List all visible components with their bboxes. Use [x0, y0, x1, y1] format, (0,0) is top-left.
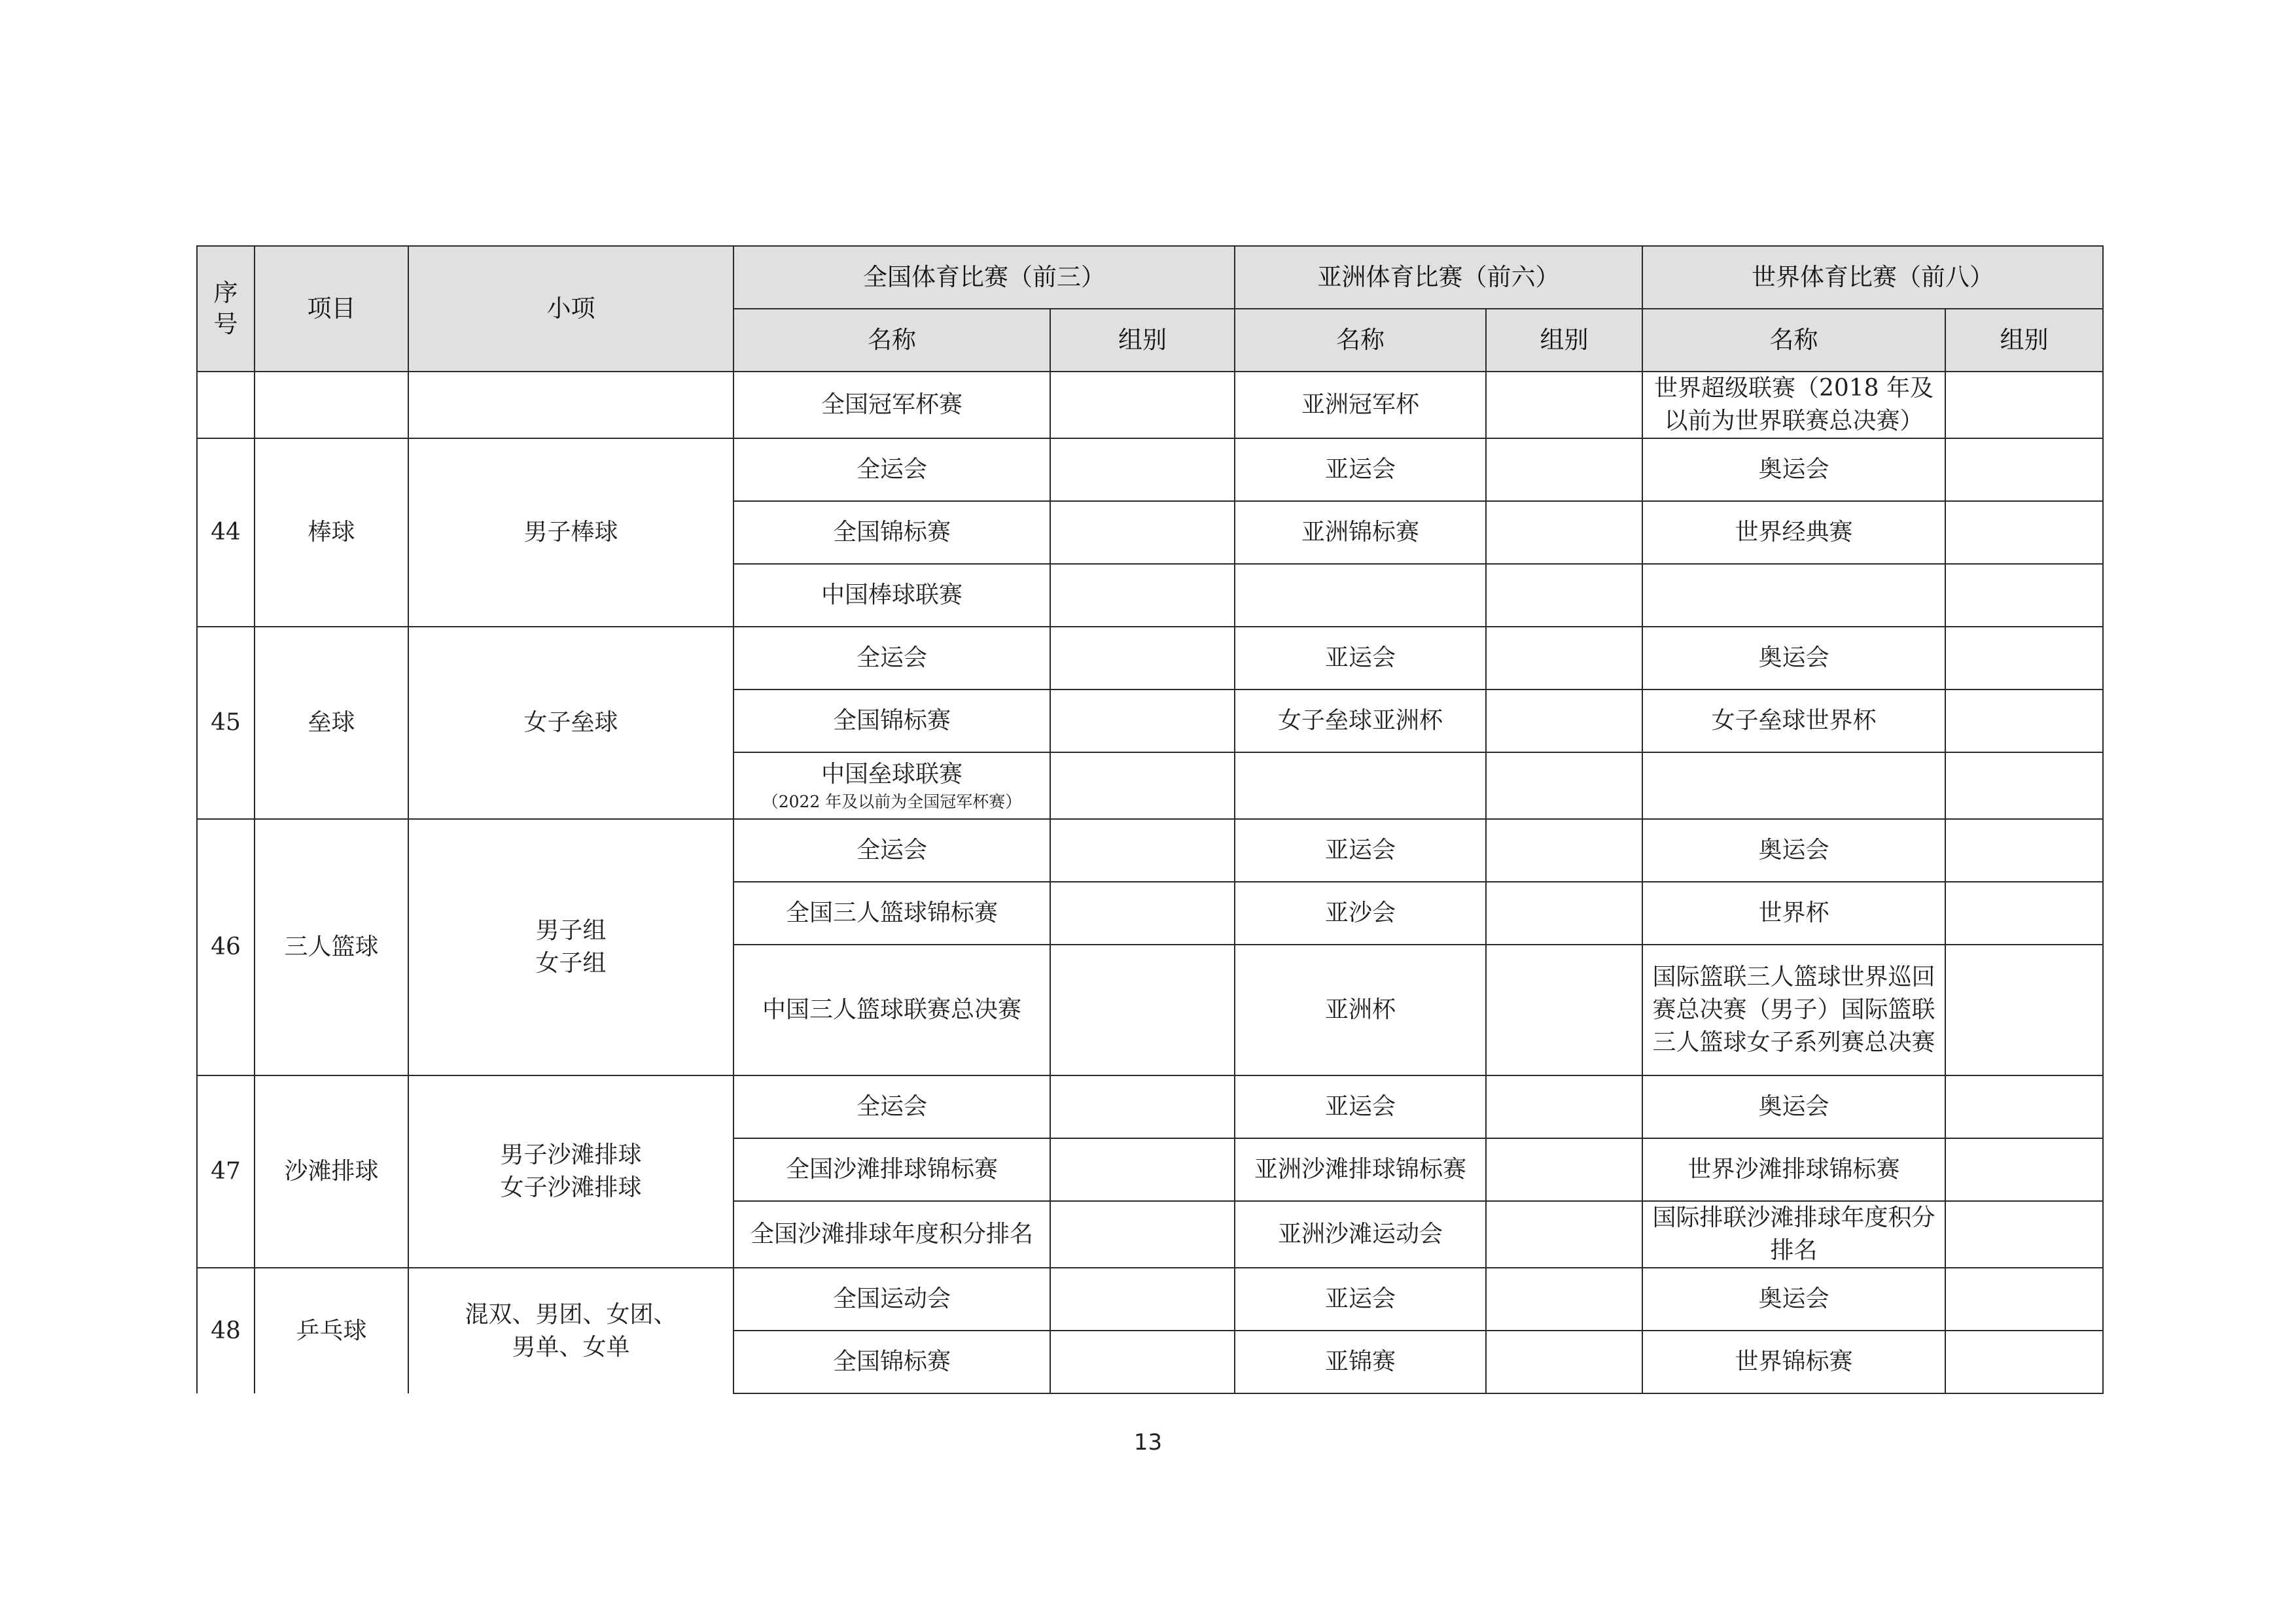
world-group-cell [1945, 689, 2103, 752]
world-group-cell [1945, 752, 2103, 819]
national-name-cell: 全运会 [733, 627, 1050, 689]
header-asia-group: 组别 [1486, 309, 1642, 372]
asia-name-cell: 亚洲冠军杯 [1235, 372, 1486, 438]
seq-cell: 44 [197, 438, 255, 627]
asia-group-cell [1486, 438, 1642, 501]
world-name-cell: 奥运会 [1642, 1268, 1945, 1331]
page-number: 13 [1133, 1429, 1163, 1456]
sub-item-line: 男子组 [535, 917, 607, 944]
asia-group-cell [1486, 752, 1642, 819]
item-cell: 三人篮球 [255, 819, 408, 1075]
world-group-cell [1945, 627, 2103, 689]
national-group-cell [1050, 1075, 1235, 1138]
header-world: 世界体育比赛（前八） [1642, 246, 2103, 309]
national-name-cell [733, 752, 1050, 819]
world-name-cell: 女子垒球世界杯 [1642, 689, 1945, 752]
national-group-cell [1050, 1201, 1235, 1268]
asia-name-cell [1235, 564, 1486, 627]
world-name-cell: 世界经典赛 [1642, 501, 1945, 564]
sub-item-line: 男子棒球 [523, 519, 618, 546]
header-national-name: 名称 [733, 309, 1050, 372]
header-asia-name: 名称 [1235, 309, 1486, 372]
sub-item-line: 男子沙滩排球 [500, 1142, 642, 1168]
world-group-cell [1945, 819, 2103, 882]
world-group-cell [1945, 1268, 2103, 1331]
asia-group-cell [1486, 1138, 1642, 1201]
sub-item-line: 女子沙滩排球 [500, 1174, 642, 1201]
asia-group-cell [1486, 1075, 1642, 1138]
national-name-cell: 中国棒球联赛 [733, 564, 1050, 627]
asia-name-cell: 亚洲锦标赛 [1235, 501, 1486, 564]
asia-group-cell [1486, 1268, 1642, 1331]
world-group-cell [1945, 1138, 2103, 1201]
header-item: 项目 [255, 246, 408, 372]
sub-item-cell [408, 1075, 733, 1268]
asia-name-cell: 亚洲杯 [1235, 945, 1486, 1075]
asia-name-cell [1235, 752, 1486, 819]
seq-cell: 45 [197, 627, 255, 819]
item-cell: 乒乓球 [255, 1268, 408, 1393]
world-name-cell: 国际排联沙滩排球年度积分排名 [1642, 1201, 1945, 1268]
sub-item-line: 女子垒球 [523, 709, 618, 736]
national-name-cell: 中国三人篮球联赛总决赛 [733, 945, 1050, 1075]
competition-table [196, 245, 2104, 1394]
asia-group-cell [1486, 501, 1642, 564]
item-cell: 棒球 [255, 438, 408, 627]
national-group-cell [1050, 627, 1235, 689]
world-group-cell [1945, 945, 2103, 1075]
asia-group-cell [1486, 372, 1642, 438]
world-group-cell [1945, 882, 2103, 945]
national-group-cell [1050, 564, 1235, 627]
asia-name-cell: 亚运会 [1235, 627, 1486, 689]
national-name-cell: 全国运动会 [733, 1268, 1050, 1331]
asia-name-cell: 女子垒球亚洲杯 [1235, 689, 1486, 752]
world-group-cell [1945, 1331, 2103, 1393]
world-group-cell [1945, 501, 2103, 564]
world-name-cell: 国际篮联三人篮球世界巡回赛总决赛（男子）国际篮联三人篮球女子系列赛总决赛 [1642, 945, 1945, 1075]
table-row [197, 372, 2103, 438]
national-name-note: （2022 年及以前为全国冠军杯赛） [762, 792, 1022, 811]
national-name-cell: 全国锦标赛 [733, 501, 1050, 564]
sub-item-line: 混双、男团、女团、 [465, 1300, 677, 1328]
sub-item-line: 女子组 [535, 950, 607, 977]
asia-name-cell: 亚沙会 [1235, 882, 1486, 945]
world-group-cell [1945, 564, 2103, 627]
asia-name-cell: 亚运会 [1235, 819, 1486, 882]
seq-cell: 46 [197, 819, 255, 1075]
national-name-cell: 全国锦标赛 [733, 1331, 1050, 1393]
sub-item-cell [408, 438, 733, 627]
header-national: 全国体育比赛（前三） [733, 246, 1235, 309]
asia-name-cell: 亚锦赛 [1235, 1331, 1486, 1393]
world-group-cell [1945, 1075, 2103, 1138]
header-asia: 亚洲体育比赛（前六） [1235, 246, 1642, 309]
sub-item-cell [408, 372, 733, 438]
world-group-cell [1945, 1201, 2103, 1268]
asia-group-cell [1486, 819, 1642, 882]
sub-item-cell [408, 627, 733, 819]
world-name-cell: 世界超级联赛（2018 年及以前为世界联赛总决赛） [1642, 372, 1945, 438]
asia-group-cell [1486, 945, 1642, 1075]
asia-group-cell [1486, 1331, 1642, 1393]
national-name-cell: 全国三人篮球锦标赛 [733, 882, 1050, 945]
world-name-cell: 世界沙滩排球锦标赛 [1642, 1138, 1945, 1201]
table-row [197, 627, 2103, 689]
seq-cell: 47 [197, 1075, 255, 1268]
table-row [197, 438, 2103, 501]
national-name-cell: 全运会 [733, 819, 1050, 882]
world-name-cell: 奥运会 [1642, 1075, 1945, 1138]
asia-group-cell [1486, 564, 1642, 627]
asia-group-cell [1486, 689, 1642, 752]
national-group-cell [1050, 372, 1235, 438]
world-name-cell: 世界杯 [1642, 882, 1945, 945]
sub-item-line: 男单、女单 [512, 1333, 630, 1361]
sub-item-cell [408, 819, 733, 1075]
asia-name-cell: 亚洲沙滩运动会 [1235, 1201, 1486, 1268]
asia-name-cell: 亚运会 [1235, 1075, 1486, 1138]
national-name-cell: 全运会 [733, 438, 1050, 501]
sub-item-cell [408, 1268, 733, 1393]
table-header [197, 246, 2103, 372]
table-row [197, 1268, 2103, 1331]
national-group-cell [1050, 1138, 1235, 1201]
table-row [197, 1075, 2103, 1138]
asia-group-cell [1486, 627, 1642, 689]
header-national-group: 组别 [1050, 309, 1235, 372]
header-sub-item: 小项 [408, 246, 733, 372]
national-group-cell [1050, 1331, 1235, 1393]
national-name-cell: 全国冠军杯赛 [733, 372, 1050, 438]
world-name-cell: 奥运会 [1642, 627, 1945, 689]
world-name-cell [1642, 564, 1945, 627]
national-group-cell [1050, 1268, 1235, 1331]
table-row [197, 819, 2103, 882]
national-name-cell: 全国锦标赛 [733, 689, 1050, 752]
national-group-cell [1050, 945, 1235, 1075]
seq-cell [197, 372, 255, 438]
national-group-cell [1050, 752, 1235, 819]
world-group-cell [1945, 438, 2103, 501]
national-group-cell [1050, 689, 1235, 752]
item-cell: 垒球 [255, 627, 408, 819]
national-group-cell [1050, 882, 1235, 945]
national-name-cell: 全国沙滩排球锦标赛 [733, 1138, 1050, 1201]
table-body [197, 372, 2103, 1393]
national-group-cell [1050, 501, 1235, 564]
asia-name-cell: 亚洲沙滩排球锦标赛 [1235, 1138, 1486, 1201]
asia-group-cell [1486, 882, 1642, 945]
header-seq: 序号 [197, 246, 255, 372]
national-group-cell [1050, 819, 1235, 882]
world-name-cell: 奥运会 [1642, 819, 1945, 882]
asia-name-cell: 亚运会 [1235, 438, 1486, 501]
national-group-cell [1050, 438, 1235, 501]
national-name-text: 中国垒球联赛 [821, 761, 963, 788]
world-name-cell [1642, 752, 1945, 819]
world-group-cell [1945, 372, 2103, 438]
asia-group-cell [1486, 1201, 1642, 1268]
asia-name-cell: 亚运会 [1235, 1268, 1486, 1331]
item-cell: 沙滩排球 [255, 1075, 408, 1268]
header-world-name: 名称 [1642, 309, 1945, 372]
seq-cell: 48 [197, 1268, 255, 1393]
world-name-cell: 世界锦标赛 [1642, 1331, 1945, 1393]
national-name-cell: 全国沙滩排球年度积分排名 [733, 1201, 1050, 1268]
national-name-cell: 全运会 [733, 1075, 1050, 1138]
world-name-cell: 奥运会 [1642, 438, 1945, 501]
item-cell [255, 372, 408, 438]
header-world-group: 组别 [1945, 309, 2103, 372]
